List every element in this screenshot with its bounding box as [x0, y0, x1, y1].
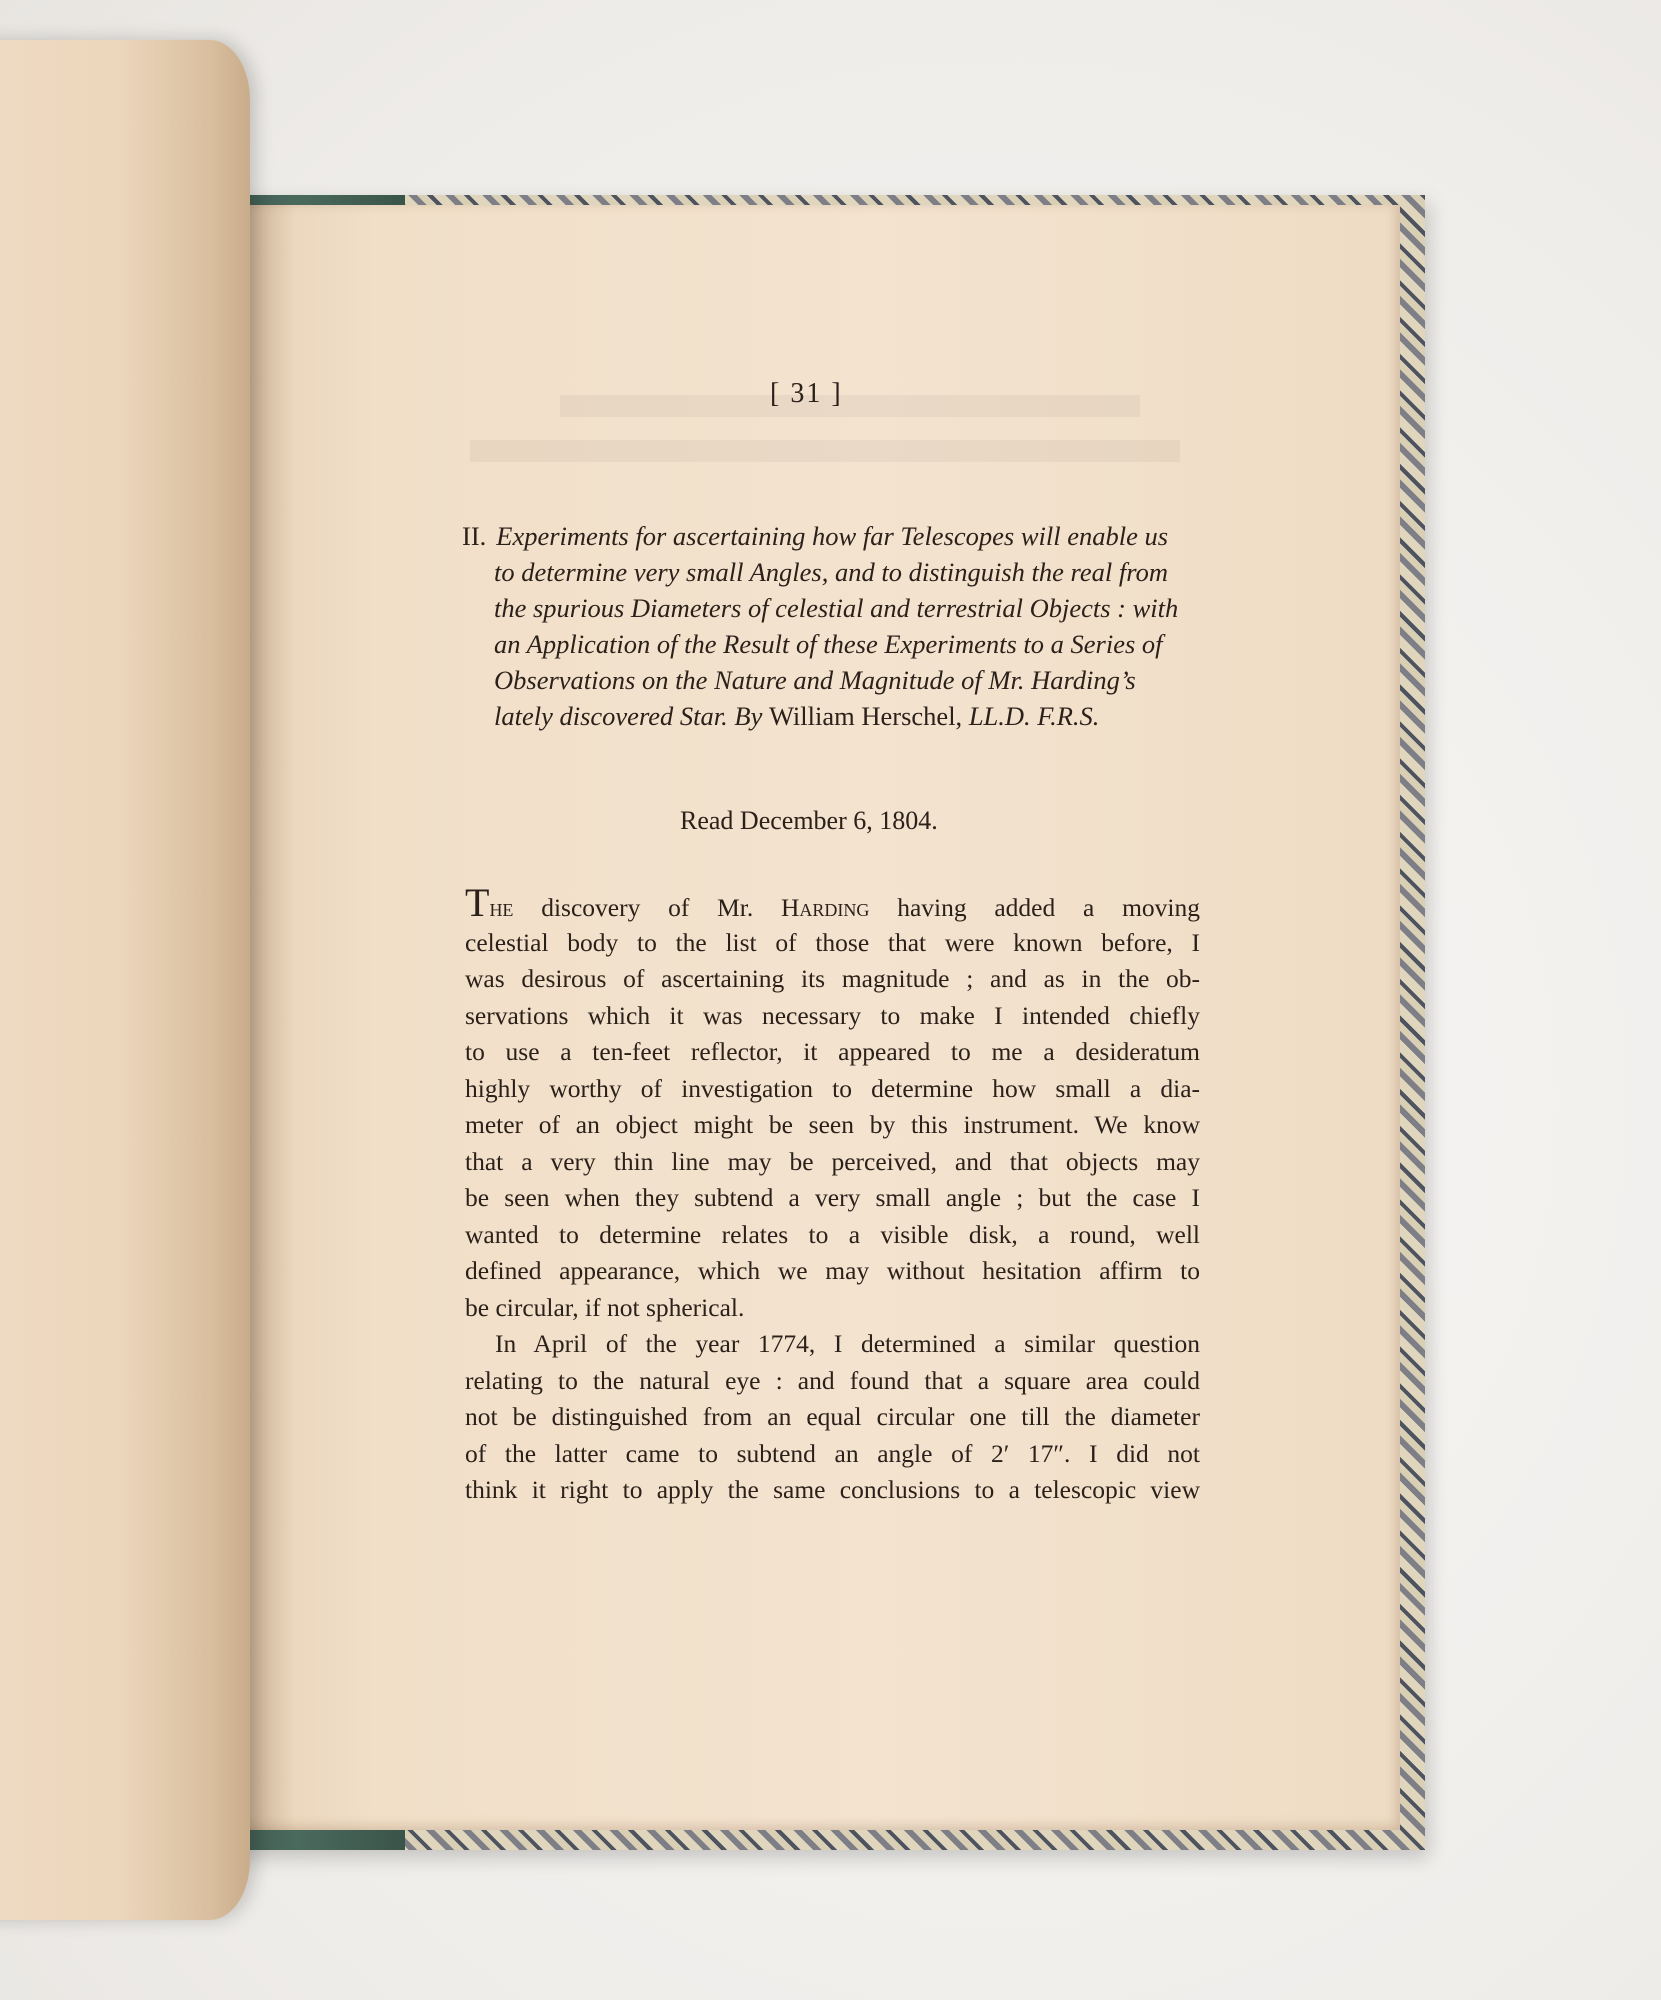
- text-line: relating to the natural eye : and found that a square area could: [465, 1365, 1200, 1395]
- read-date: Read December 6, 1804.: [680, 806, 938, 835]
- paper-title: [462, 518, 1202, 734]
- body-text: [465, 880, 1201, 1509]
- title-line: an Application of the Result of these Experiments to a Series of: [494, 629, 1163, 659]
- by-label: By: [734, 701, 763, 731]
- text-line: be circular, if not spherical.: [465, 1292, 745, 1322]
- text-line: to use a ten-feet reflector, it appeared to me a desideratum: [465, 1037, 1200, 1066]
- text-line: servations which it was necessary to make I intended chiefly: [465, 1000, 1200, 1030]
- text-line: think it right to apply the same conclusions to a telescopic view: [465, 1475, 1200, 1504]
- opening-word: he: [489, 893, 514, 922]
- drop-cap: T: [465, 880, 490, 925]
- title-line: lately discovered Star.: [494, 701, 728, 731]
- show-through: [470, 440, 1180, 462]
- show-through: [560, 395, 1140, 417]
- title-line: to determine very small Angles, and to distinguish the real from: [494, 557, 1168, 587]
- text-line: defined appearance, which we may without hesitation affirm to: [465, 1256, 1200, 1285]
- paragraph: [465, 880, 1201, 1326]
- text-line: be seen when they subtend a very small angle ; but the case I: [465, 1183, 1200, 1212]
- text-fragment: discovery of Mr.: [541, 893, 754, 922]
- author-name: William Herschel,: [768, 701, 963, 731]
- text-line: of the latter came to subtend an angle of 2′ 17″. I did not: [465, 1438, 1200, 1468]
- text-line: was desirous of ascertaining its magnitude ; and as in the ob-: [465, 964, 1200, 993]
- paragraph: [465, 1326, 1200, 1509]
- page-number: [ 31 ]: [770, 378, 843, 409]
- text-line: In April of the year 1774, I determined a similar question: [495, 1329, 1200, 1358]
- title-line: Experiments for ascertaining how far Telescopes will enable us: [496, 521, 1169, 551]
- name-harding: Harding: [781, 893, 870, 922]
- author-credentials: LL.D. F.R.S.: [968, 701, 1100, 731]
- text-line: that a very thin line may be perceived, and that objects may: [465, 1146, 1200, 1176]
- text-line: highly worthy of investigation to determine how small a dia-: [465, 1073, 1200, 1103]
- left-page-curl: [0, 40, 250, 1920]
- text-line: celestial body to the list of those that were known before, I: [465, 927, 1200, 957]
- text-fragment: having added a moving: [897, 893, 1201, 922]
- section-numeral: II.: [462, 521, 487, 551]
- title-line: the spurious Diameters of celestial and terrestrial Objects : with: [494, 593, 1179, 623]
- text-line: meter of an object might be seen by this instrument. We know: [465, 1110, 1200, 1139]
- title-line: Observations on the Nature and Magnitude of Mr. Harding’s: [494, 665, 1136, 695]
- text-line: wanted to determine relates to a visible disk, a round, well: [465, 1219, 1200, 1249]
- text-line: not be distinguished from an equal circular one till the diameter: [465, 1402, 1200, 1431]
